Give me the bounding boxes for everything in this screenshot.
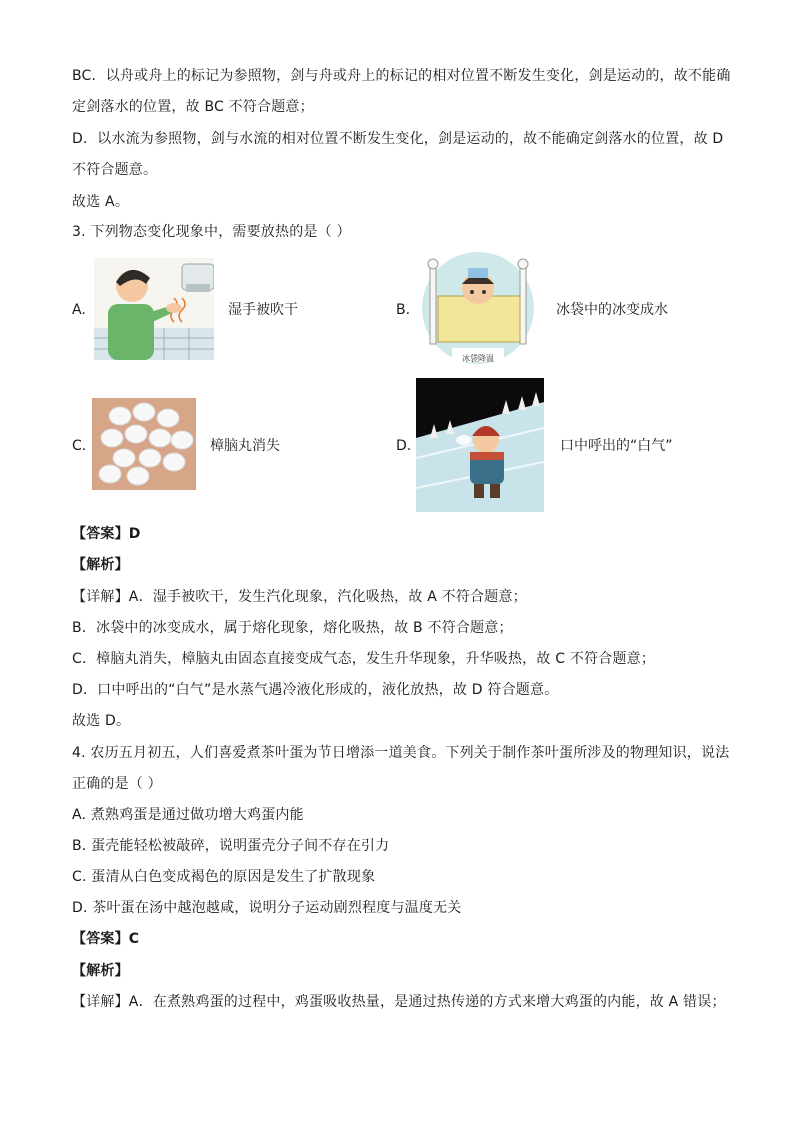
option-a-image <box>94 258 214 360</box>
question-4-option-a: A. 煮熟鸡蛋是通过做功增大鸡蛋内能 <box>72 807 304 823</box>
detail-3a: 【详解】A．湿手被吹干，发生汽化现象，汽化吸热，故 A 不符合题意； <box>72 589 527 605</box>
option-c-text: 樟脑丸消失 <box>210 438 280 454</box>
analysis-3: 【解析】 <box>72 557 129 573</box>
detail-3c: C．樟脑丸消失，樟脑丸由固态直接变成气态，发生升华现象，升华吸热，故 C 不符合题意； <box>72 651 656 667</box>
text-line: 不符合题意。 <box>72 162 158 178</box>
detail-3d: D．口中呼出的“白气”是水蒸气遇冷液化形成的，液化放热，故 D 符合题意。 <box>72 682 559 698</box>
option-a-text: 湿手被吹干 <box>228 302 298 318</box>
question-4-option-c: C. 蛋清从白色变成褐色的原因是发生了扩散现象 <box>72 869 376 885</box>
option-c-image <box>92 398 196 490</box>
answer-4: 【答案】C <box>72 931 140 947</box>
option-d-label: D. <box>396 438 412 454</box>
detail-3b: B．冰袋中的冰变成水，属于熔化现象，熔化吸热，故 B 不符合题意； <box>72 620 513 636</box>
detail-4a: 【详解】A．在煮熟鸡蛋的过程中，鸡蛋吸收热量，是通过热传递的方式来增大鸡蛋的内能，故 A 错误； <box>72 994 726 1010</box>
answer-3: 【答案】D <box>72 526 141 542</box>
question-4-option-b: B. 蛋壳能轻松被敲碎，说明蛋壳分子间不存在引力 <box>72 838 390 854</box>
select-3: 故选 D。 <box>72 713 131 729</box>
text-line: BC．以舟或舟上的标记为参照物，剑与舟或舟上的标记的相对位置不断发生变化，剑是运动的，故不能确 <box>72 68 731 84</box>
ice-bag-caption: 冰袋降温 <box>462 354 494 363</box>
option-c-label: C. <box>72 438 87 454</box>
option-b-caption <box>448 352 508 366</box>
text-line: D．以水流为参照物，剑与水流的相对位置不断发生变化，剑是运动的，故不能确定剑落水的位置，故 D <box>72 131 724 147</box>
option-b-image <box>416 250 540 366</box>
question-3: 3. 下列物态变化现象中，需要放热的是（ ） <box>72 224 351 240</box>
option-b-text: 冰袋中的冰变成水 <box>556 302 668 318</box>
option-d-image <box>416 378 544 512</box>
option-d-text: 口中呼出的“白气” <box>560 438 673 454</box>
text-line: 故选 A。 <box>72 194 130 210</box>
question-4-line2: 正确的是（ ） <box>72 776 162 792</box>
text-line: 定剑落水的位置，故 BC 不符合题意； <box>72 99 314 115</box>
analysis-4: 【解析】 <box>72 963 129 979</box>
option-a-label: A. <box>72 302 86 318</box>
question-4-option-d: D. 茶叶蛋在汤中越泡越咸，说明分子运动剧烈程度与温度无关 <box>72 900 462 916</box>
question-4-line1: 4. 农历五月初五，人们喜爱煮茶叶蛋为节日增添一道美食。下列关于制作茶叶蛋所涉及的物理知识，说法 <box>72 745 730 761</box>
option-b-label: B. <box>396 302 411 318</box>
